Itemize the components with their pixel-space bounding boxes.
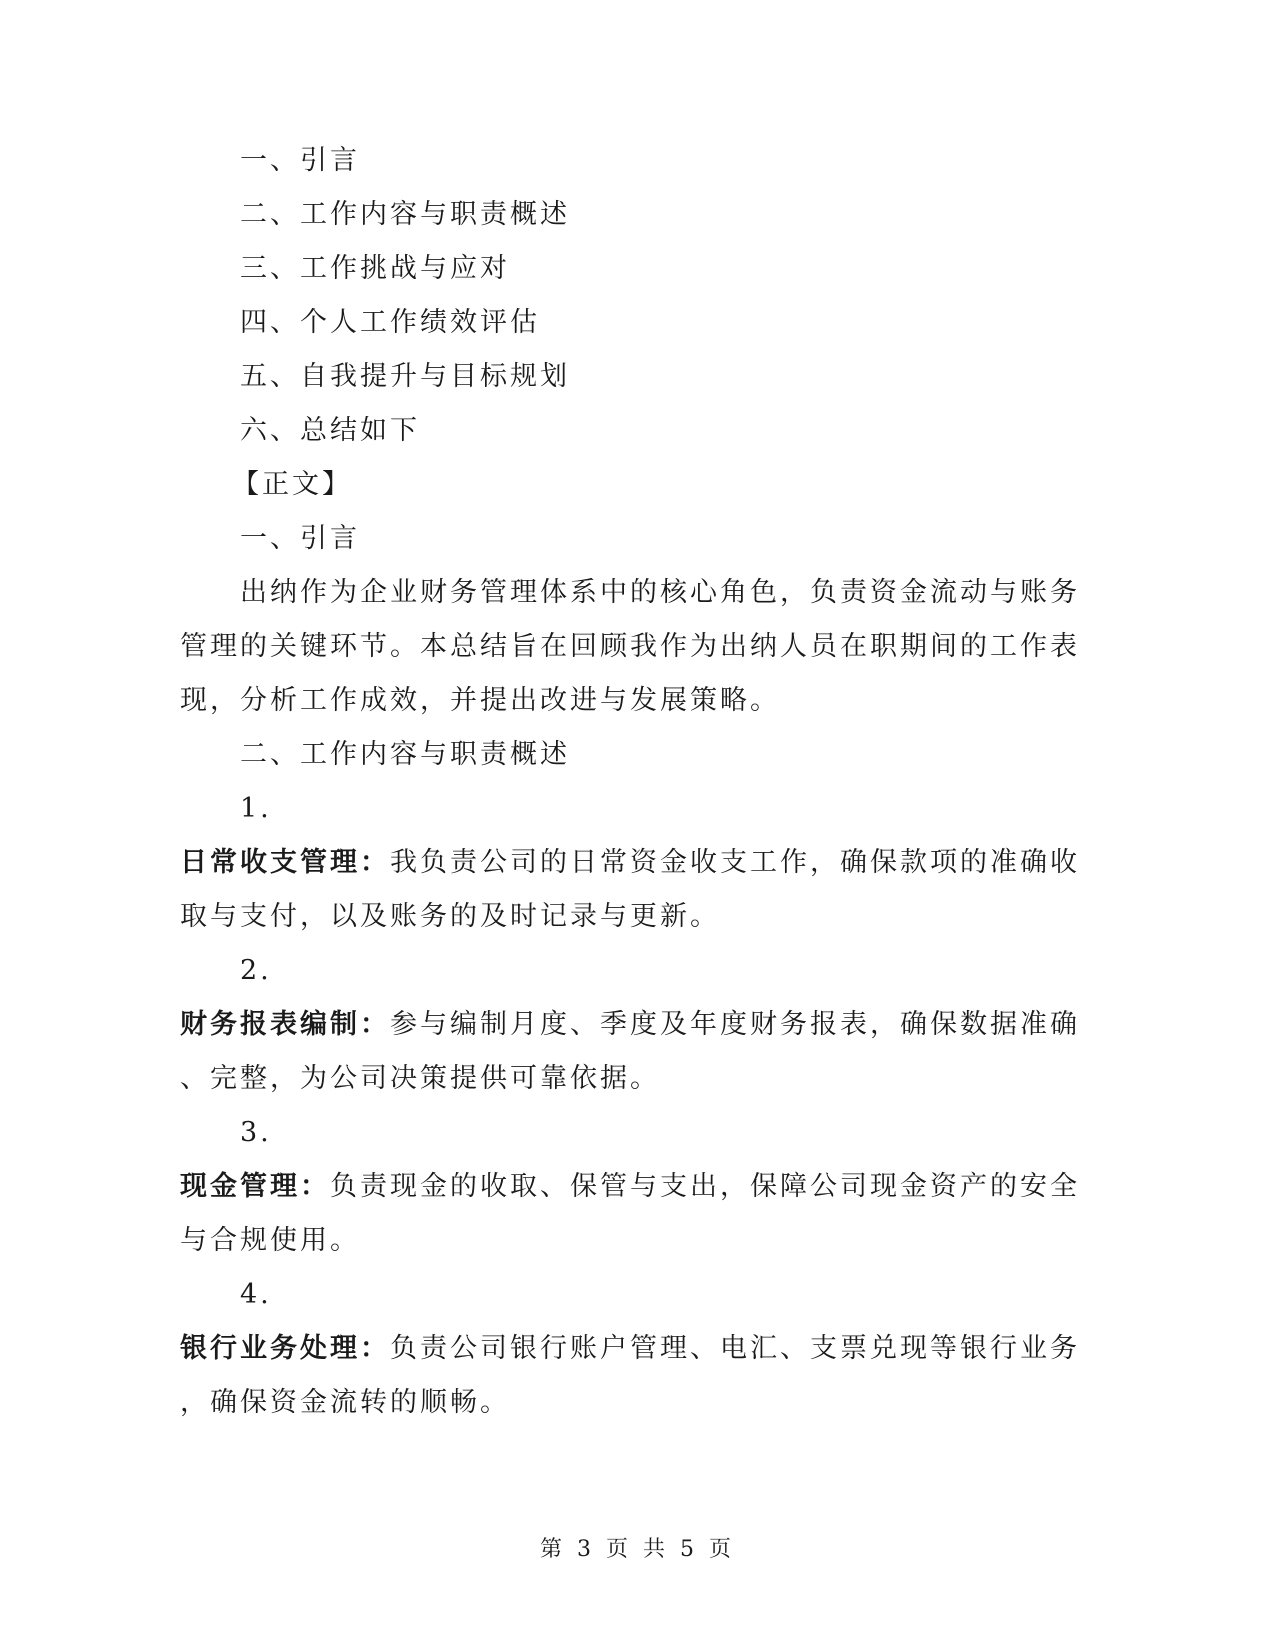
item-text: 负责现金的收取、保管与支出，保障公司现金资产的安全 (330, 1171, 1080, 1202)
item-number: 2. (240, 955, 272, 986)
page-footer: 第 3 页 共 5 页 (540, 1537, 735, 1562)
item-second-line: 取与支付，以及账务的及时记录与更新。 (180, 901, 720, 932)
item-number: 4. (240, 1279, 272, 1310)
toc-item-4: 四、个人工作绩效评估 (240, 307, 540, 338)
item-second-line: ，确保资金流转的顺畅。 (180, 1387, 510, 1418)
item-number: 1. (240, 793, 272, 824)
intro-paragraph-line-3: 现，分析工作成效，并提出改进与发展策略。 (180, 685, 780, 716)
item-first-line (180, 845, 1080, 881)
item-title: 日常收支管理： (180, 847, 390, 878)
toc-item-1: 一、引言 (240, 145, 360, 176)
item-title: 银行业务处理： (180, 1333, 390, 1364)
item-first-line (180, 1007, 1080, 1043)
item-second-line: 与合规使用。 (180, 1225, 360, 1256)
item-text: 我负责公司的日常资金收支工作，确保款项的准确收 (390, 847, 1080, 878)
toc-item-6: 六、总结如下 (240, 415, 420, 446)
toc-item-5: 五、自我提升与目标规划 (240, 361, 570, 392)
section-heading-duties: 二、工作内容与职责概述 (240, 739, 570, 770)
item-first-line (180, 1331, 1080, 1367)
item-number: 3. (240, 1117, 272, 1148)
body-label: 【正文】 (232, 469, 352, 500)
toc-item-3: 三、工作挑战与应对 (240, 253, 510, 284)
intro-paragraph-line-2: 管理的关键环节。本总结旨在回顾我作为出纳人员在职期间的工作表 (180, 631, 1080, 662)
item-title: 现金管理： (180, 1171, 330, 1202)
toc-item-2: 二、工作内容与职责概述 (240, 199, 570, 230)
item-title: 财务报表编制： (180, 1009, 390, 1040)
intro-paragraph-line-1: 出纳作为企业财务管理体系中的核心角色，负责资金流动与账务 (240, 577, 1080, 608)
item-second-line: 、完整，为公司决策提供可靠依据。 (180, 1063, 660, 1094)
item-text: 负责公司银行账户管理、电汇、支票兑现等银行业务 (390, 1333, 1080, 1364)
item-text: 参与编制月度、季度及年度财务报表，确保数据准确 (390, 1009, 1080, 1040)
item-first-line (180, 1169, 1080, 1205)
section-heading-intro: 一、引言 (240, 523, 360, 554)
